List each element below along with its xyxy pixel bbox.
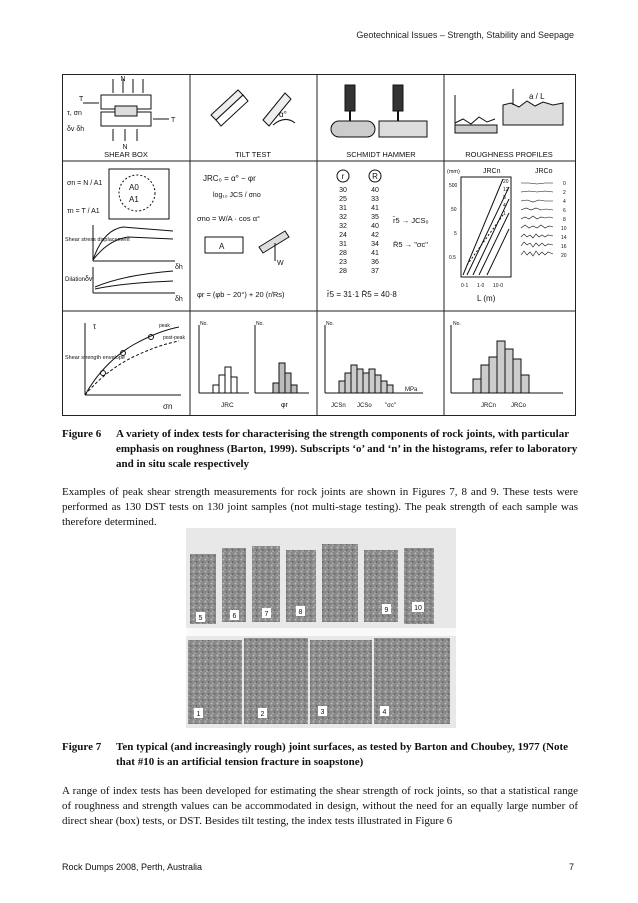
delta-h-label-1: δh bbox=[175, 264, 183, 271]
sample-number: 1 bbox=[196, 711, 201, 718]
schmidt-R-value: 35 bbox=[371, 214, 379, 221]
roughness-y-tick: 500 bbox=[449, 183, 458, 189]
schmidt-hammer-sketch bbox=[331, 85, 427, 137]
schmidt-r-value: 25 bbox=[339, 196, 347, 203]
sample-number: 2 bbox=[260, 711, 265, 718]
schmidt-r-value: 32 bbox=[339, 214, 347, 221]
profile-label: 6 bbox=[563, 208, 566, 214]
schmidt-R-value: 34 bbox=[371, 241, 379, 248]
profile-label: 0 bbox=[563, 181, 566, 187]
panel-title-schmidt-hammer: SCHMIDT HAMMER bbox=[346, 150, 416, 159]
dilation-label: Dilation bbox=[65, 277, 86, 283]
a-over-L: a / L bbox=[529, 92, 545, 101]
roughness-profiles bbox=[521, 183, 553, 256]
roughness-curve-label: 20 bbox=[503, 179, 509, 185]
shear-displacement-label: Shear stress displacement bbox=[65, 237, 130, 243]
roughness-x-ticks bbox=[461, 283, 503, 289]
hist-no-1: No. bbox=[200, 321, 208, 327]
envelope-peak-label: peak bbox=[159, 323, 170, 329]
profile-label: 20 bbox=[561, 253, 567, 259]
figure-6-caption-text: A variety of index tests for characterising the strength components of rock joints, with particular emphasis on roughness (Barton, 1999). Subscripts ‘o’ and ‘n’ in the histograms, refer to laboratory and in situ scale respectively bbox=[116, 428, 578, 470]
roughness-curve-label: 12 bbox=[503, 187, 509, 193]
roughness-curve-label: 1 bbox=[503, 211, 506, 217]
roughness-jrc-n: JRCn bbox=[483, 168, 501, 175]
roughness-profile-labels bbox=[561, 181, 567, 259]
panel-title-roughness: ROUGHNESS PROFILES bbox=[465, 150, 553, 159]
roughness-mm: (mm) bbox=[447, 169, 460, 175]
sample-number: 4 bbox=[382, 709, 387, 716]
delta-h-label-2: δh bbox=[175, 296, 183, 303]
roughness-jrc-lines bbox=[463, 179, 509, 275]
shear-box-delta: δv δh bbox=[67, 126, 85, 133]
sample-area-box bbox=[109, 169, 169, 219]
dilation-curve-1 bbox=[95, 271, 173, 287]
schmidt-result: r̄5 = 31·1 R̄5 = 40·8 bbox=[327, 290, 397, 299]
envelope-sigma: σn bbox=[163, 402, 173, 411]
schmidt-R-value: 33 bbox=[371, 196, 379, 203]
hist-sigma-c: "σc" bbox=[385, 403, 396, 409]
schmidt-R-value: 42 bbox=[371, 232, 379, 239]
R5-arrow: R̄5 → "σc" bbox=[393, 240, 428, 249]
shear-box-T-left: T bbox=[79, 96, 84, 103]
roughness-xlabel: L (m) bbox=[477, 294, 496, 303]
profile-label: 14 bbox=[561, 235, 567, 241]
hist-jrc-label: JRC bbox=[221, 402, 234, 409]
envelope-post-peak bbox=[85, 341, 179, 395]
schmidt-r-value: 28 bbox=[339, 268, 347, 275]
log-equation: log₁₀ JCS / σno bbox=[213, 192, 261, 199]
roughness-jrc-o: JRCo bbox=[535, 168, 553, 175]
roughness-x-tick: 10·0 bbox=[493, 283, 504, 289]
schmidt-R-value: 40 bbox=[371, 187, 379, 194]
delta-v-label: δv bbox=[85, 276, 93, 283]
sample-number: 8 bbox=[298, 609, 303, 616]
roughness-curve-label: 8 bbox=[503, 195, 506, 201]
shear-curve-1 bbox=[93, 227, 173, 260]
panel-title-tilt-test: TILT TEST bbox=[235, 150, 271, 159]
roughness-y-tick: 0.5 bbox=[449, 255, 456, 261]
roughness-x-tick: 1·0 bbox=[477, 283, 485, 289]
profile-label: 8 bbox=[563, 217, 566, 223]
histogram-jcs bbox=[325, 325, 423, 393]
tilt-A-label: A bbox=[219, 242, 225, 251]
schmidt-R-value: 36 bbox=[371, 259, 379, 266]
schmidt-R-header: R bbox=[372, 172, 378, 181]
roughness-x-tick: 0·1 bbox=[461, 283, 469, 289]
figure-7-caption bbox=[62, 740, 582, 770]
sample-area-circle bbox=[119, 175, 155, 211]
figure-7-photo bbox=[186, 528, 456, 728]
envelope-label: Shear strength envelope bbox=[65, 355, 125, 361]
footer-left: Rock Dumps 2008, Perth, Australia bbox=[62, 862, 203, 872]
histogram-jrc bbox=[199, 325, 249, 393]
hist-jrc-n: JRCn bbox=[481, 403, 497, 409]
shear-box-N-bottom: N bbox=[122, 144, 128, 151]
profile-label: 2 bbox=[563, 190, 566, 196]
schmidt-r-value: 24 bbox=[339, 232, 347, 239]
hist-jcs-n: JCSn bbox=[331, 403, 346, 409]
shear-box-tau-sigma: τ, σn bbox=[67, 110, 82, 117]
running-header: Geotechnical Issues – Strength, Stability and Seepage bbox=[356, 30, 574, 40]
hist-no-3: No. bbox=[326, 321, 334, 327]
panel-title-shear-box: SHEAR BOX bbox=[104, 150, 148, 159]
schmidt-r-value: 31 bbox=[339, 205, 347, 212]
shear-box-N-top: N bbox=[120, 76, 126, 83]
envelope-tau: τ bbox=[93, 322, 97, 331]
paragraph-1: Examples of peak shear strength measurements for rock joints are shown in Figures 7, 8 and 9. These tests were performed as 130 DST tests on 130 joint samples (not multi-stage testing). The peak strength of each sample was therefore determined. bbox=[62, 486, 578, 529]
area-A1: A1 bbox=[129, 195, 139, 204]
sample-number: 6 bbox=[232, 613, 237, 620]
shear-box-sketch bbox=[83, 79, 169, 141]
schmidt-r-value: 23 bbox=[339, 259, 347, 266]
figure-7-label: Figure 7 bbox=[62, 741, 102, 753]
hist-jrc-o: JRCo bbox=[511, 403, 527, 409]
jrc-equation: JRC₀ = α° − φr bbox=[203, 174, 256, 183]
hist-phi-r-label: φr bbox=[281, 402, 288, 409]
histogram-phi-r bbox=[255, 325, 309, 393]
tilt-block bbox=[259, 231, 289, 253]
tau-n-equation: τn = T / A1 bbox=[67, 208, 100, 215]
hist-no-2: No. bbox=[256, 321, 264, 327]
schmidt-values bbox=[339, 187, 379, 275]
schmidt-r-value: 28 bbox=[339, 250, 347, 257]
tilt-alpha: α° bbox=[279, 110, 287, 119]
schmidt-R-value: 37 bbox=[371, 268, 379, 275]
r5-arrow: r̄5 → JCS₀ bbox=[393, 216, 429, 225]
roughness-y-tick: 5 bbox=[454, 231, 457, 237]
profile-label: 10 bbox=[561, 226, 567, 232]
sample-number: 10 bbox=[414, 605, 422, 612]
schmidt-r-value: 31 bbox=[339, 241, 347, 248]
roughness-sketch bbox=[455, 89, 563, 133]
tilt-test-sketch bbox=[211, 90, 295, 126]
schmidt-r-value: 30 bbox=[339, 187, 347, 194]
figure-7-caption-text: Ten typical (and increasingly rough) joint surfaces, as tested by Barton and Choubey, 1977 (Note that #10 is an artificial tension fracture in soapstone) bbox=[116, 741, 569, 768]
sample-number: 5 bbox=[198, 615, 203, 622]
sample-number: 3 bbox=[320, 709, 325, 716]
schmidt-R-value: 41 bbox=[371, 250, 379, 257]
sigma-n-equation: σn = N / A1 bbox=[67, 180, 103, 187]
schmidt-r-value: 32 bbox=[339, 223, 347, 230]
sample-number: 9 bbox=[384, 607, 389, 614]
phi-r-equation: φr = (φb − 20°) + 20 (r/Rs) bbox=[197, 290, 285, 299]
schmidt-r-header: r bbox=[341, 172, 345, 181]
paragraph-2: A range of index tests has been developed for estimating the shear strength of rock joints, so that a statistical range of roughness and strength values can be accommodated in design, without the need for an equally large number of direct shear (box) tests, or DST. Besides tilt testing, the index tests illustrated in Figure 6 bbox=[62, 785, 578, 828]
hist-mpa: MPa bbox=[405, 387, 418, 393]
roughness-curve-label: 4 bbox=[503, 203, 506, 209]
hist-jcs-o: JCSo bbox=[357, 403, 372, 409]
profile-label: 16 bbox=[561, 244, 567, 250]
page-number: 7 bbox=[568, 862, 574, 872]
shear-box-T-right: T bbox=[171, 117, 176, 124]
envelope-post-peak-label: post-peak bbox=[163, 335, 185, 341]
tilt-W-label: W bbox=[277, 260, 284, 267]
roughness-y-tick: 50 bbox=[451, 207, 457, 213]
figure-6-caption bbox=[62, 427, 582, 472]
area-A0: A0 bbox=[129, 183, 139, 192]
profile-label: 4 bbox=[563, 199, 566, 205]
sigma-no-equation: σno = W/A · cos α° bbox=[197, 214, 261, 223]
sample-number: 7 bbox=[264, 611, 269, 618]
schmidt-R-value: 40 bbox=[371, 223, 379, 230]
figure-7-drawing bbox=[186, 528, 456, 728]
roughness-y-ticks bbox=[449, 183, 458, 261]
figure-6-drawing bbox=[63, 75, 575, 415]
hist-no-4: No. bbox=[453, 321, 461, 327]
schmidt-R-value: 41 bbox=[371, 205, 379, 212]
figure-6 bbox=[62, 74, 576, 416]
roughness-curve-labels bbox=[503, 179, 509, 217]
histogram-jrc-scale bbox=[451, 325, 563, 393]
figure-6-label: Figure 6 bbox=[62, 428, 102, 440]
